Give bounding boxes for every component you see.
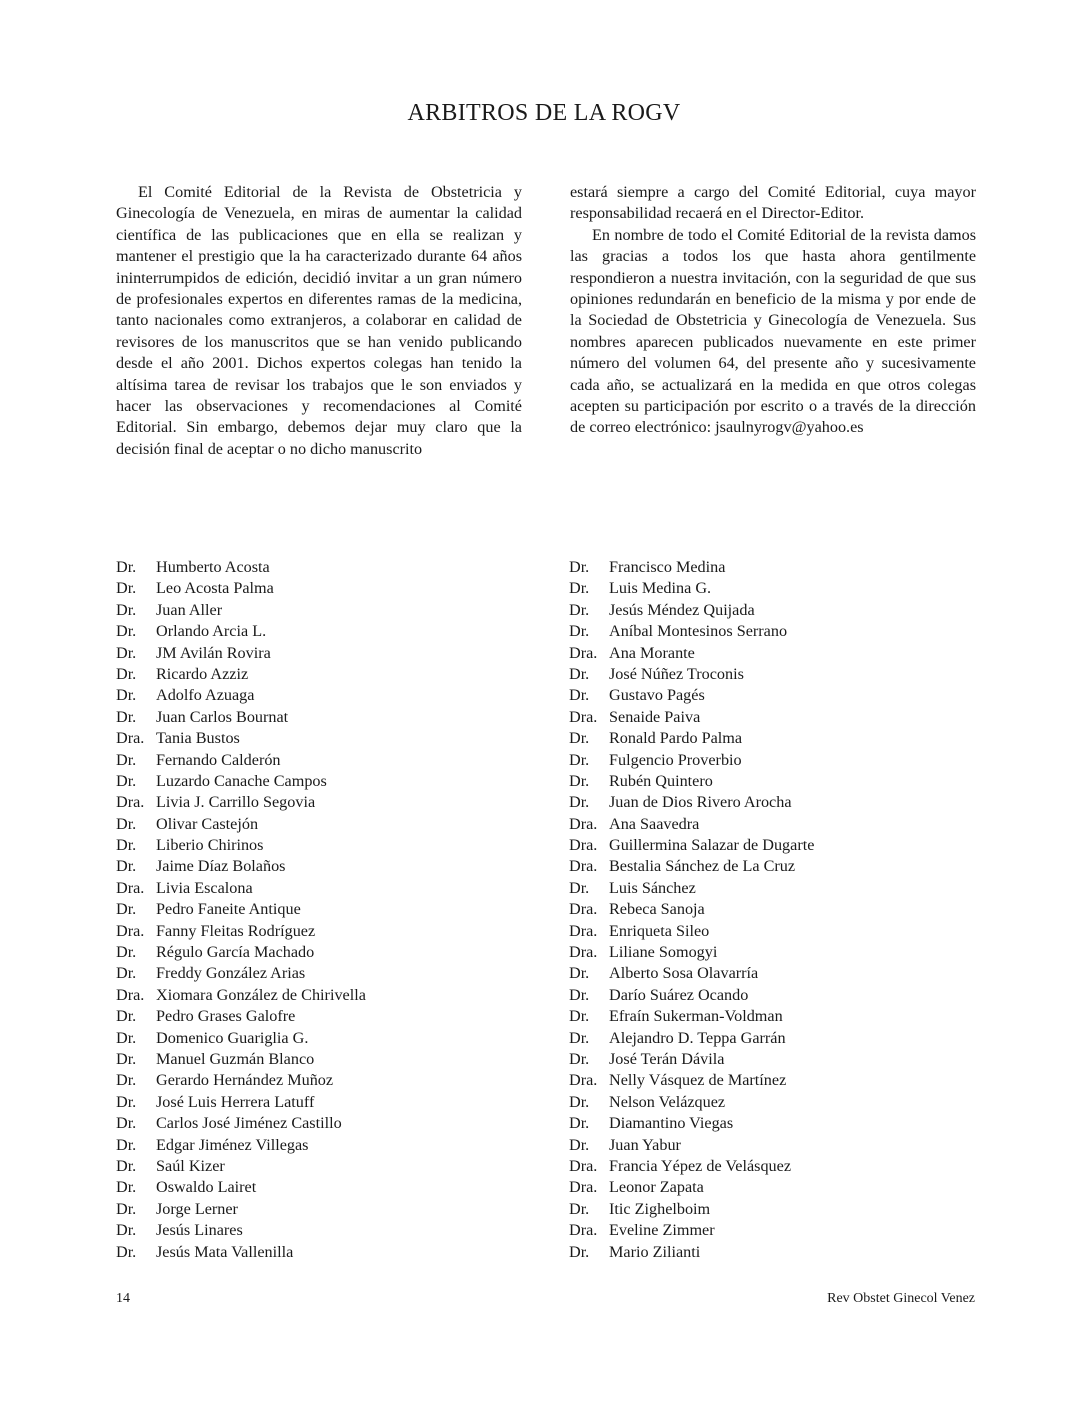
referee-item bbox=[116, 664, 366, 685]
referee-name: Ana Morante bbox=[609, 643, 695, 662]
referee-item bbox=[569, 750, 814, 771]
referee-item bbox=[116, 728, 366, 749]
referee-list-left bbox=[116, 557, 366, 1263]
referee-name: Nelly Vásquez de Martínez bbox=[609, 1071, 787, 1090]
referee-item bbox=[569, 985, 814, 1006]
referee-item bbox=[569, 1028, 814, 1049]
referee-item bbox=[116, 1006, 366, 1027]
referee-name: Senaide Paiva bbox=[609, 707, 701, 726]
referee-name: Luzardo Canache Campos bbox=[156, 771, 327, 790]
referee-name: Pedro Faneite Antique bbox=[156, 900, 301, 919]
referee-title: Dr. bbox=[116, 600, 137, 619]
referee-name: José Luis Herrera Latuff bbox=[156, 1092, 315, 1111]
referee-name: Liliane Somogyi bbox=[609, 943, 718, 962]
referee-title: Dr. bbox=[116, 664, 137, 683]
referee-item bbox=[569, 643, 814, 664]
referee-item bbox=[569, 1049, 814, 1070]
referee-item bbox=[569, 621, 814, 642]
referee-name: Fulgencio Proverbio bbox=[609, 750, 742, 769]
referee-title: Dra. bbox=[116, 985, 145, 1004]
referee-title: Dra. bbox=[569, 900, 598, 919]
referee-name: Ronald Pardo Palma bbox=[609, 729, 743, 748]
referee-name: Manuel Guzmán Blanco bbox=[156, 1049, 315, 1068]
referee-name: Rebeca Sanoja bbox=[609, 900, 705, 919]
referee-title: Dra. bbox=[569, 857, 598, 876]
referee-name: Enriqueta Sileo bbox=[609, 921, 710, 940]
referee-name: Xiomara González de Chirivella bbox=[156, 985, 366, 1004]
referee-title: Dra. bbox=[569, 943, 598, 962]
referee-title: Dr. bbox=[569, 579, 590, 598]
referee-item bbox=[569, 664, 814, 685]
referee-title: Dr. bbox=[116, 1242, 137, 1261]
referee-item bbox=[116, 856, 366, 877]
referee-name: Eveline Zimmer bbox=[609, 1221, 715, 1240]
referee-title: Dr. bbox=[569, 1049, 590, 1068]
referee-name: Juan Carlos Bournat bbox=[156, 707, 289, 726]
referee-name: Pedro Grases Galofre bbox=[156, 1007, 296, 1026]
referee-item bbox=[116, 771, 366, 792]
referee-item bbox=[569, 1092, 814, 1113]
referee-title: Dr. bbox=[569, 686, 590, 705]
referee-title: Dr. bbox=[116, 1071, 137, 1090]
referee-title: Dr. bbox=[116, 964, 137, 983]
referee-title: Dra. bbox=[569, 1156, 598, 1175]
referee-name: Gustavo Pagés bbox=[609, 686, 705, 705]
referee-name: Gerardo Hernández Muñoz bbox=[156, 1071, 334, 1090]
referee-title: Dr. bbox=[116, 814, 137, 833]
referee-name: Oswaldo Lairet bbox=[156, 1178, 257, 1197]
referee-title: Dr. bbox=[116, 1007, 137, 1026]
referee-name: Régulo García Machado bbox=[156, 943, 315, 962]
referee-item bbox=[116, 707, 366, 728]
referee-item bbox=[116, 621, 366, 642]
referee-item bbox=[116, 1199, 366, 1220]
referee-name: Adolfo Azuaga bbox=[156, 686, 255, 705]
referee-item bbox=[569, 578, 814, 599]
referee-item bbox=[116, 1070, 366, 1091]
referee-name: Bestalia Sánchez de La Cruz bbox=[609, 857, 796, 876]
referee-name: Freddy González Arias bbox=[156, 964, 306, 983]
referee-title: Dra. bbox=[569, 836, 598, 855]
referee-item bbox=[569, 963, 814, 984]
referee-title: Dr. bbox=[569, 1135, 590, 1154]
referee-title: Dr. bbox=[116, 771, 137, 790]
referee-name: Luis Sánchez bbox=[609, 878, 696, 897]
referee-name: Diamantino Viegas bbox=[609, 1114, 734, 1133]
referee-item bbox=[116, 685, 366, 706]
referee-item bbox=[116, 643, 366, 664]
referee-list-right bbox=[569, 557, 814, 1263]
referee-title: Dr. bbox=[569, 878, 590, 897]
referee-item bbox=[116, 1220, 366, 1241]
referee-name: Aníbal Montesinos Serrano bbox=[609, 622, 788, 641]
referee-name: Jorge Lerner bbox=[156, 1199, 238, 1218]
referee-item bbox=[569, 899, 814, 920]
referee-title: Dr. bbox=[116, 643, 137, 662]
referee-item bbox=[116, 1113, 366, 1134]
referee-item bbox=[116, 578, 366, 599]
referee-title: Dra. bbox=[569, 1221, 598, 1240]
referee-name: José Terán Dávila bbox=[609, 1049, 725, 1068]
referee-item bbox=[569, 856, 814, 877]
referee-name: Leonor Zapata bbox=[609, 1178, 704, 1197]
referee-item bbox=[116, 557, 366, 578]
referee-item bbox=[569, 685, 814, 706]
referee-title: Dr. bbox=[116, 558, 137, 576]
referee-name: Francisco Medina bbox=[609, 558, 726, 576]
referee-title: Dr. bbox=[569, 600, 590, 619]
referee-title: Dr. bbox=[116, 857, 137, 876]
referee-title: Dr. bbox=[116, 1178, 137, 1197]
referee-item bbox=[116, 985, 366, 1006]
referee-title: Dra. bbox=[116, 921, 145, 940]
referee-title: Dr. bbox=[569, 750, 590, 769]
referee-item bbox=[116, 963, 366, 984]
referee-name: Jesús Méndez Quijada bbox=[609, 600, 755, 619]
referee-name: Domenico Guariglia G. bbox=[156, 1028, 309, 1047]
referee-title: Dra. bbox=[116, 729, 145, 748]
referee-name: Ana Saavedra bbox=[609, 814, 700, 833]
referee-title: Dr. bbox=[569, 1199, 590, 1218]
referee-title: Dr. bbox=[116, 750, 137, 769]
referee-item bbox=[116, 814, 366, 835]
intro-paragraph: El Comité Editorial de la Revista de Obstetricia y Ginecología de Venezuela, en miras de aumentar la calidad científica de las publicaciones que en ella se realizan y mantener el prestigio que la ha caracterizado durante 64 años ininterrumpidos de edición, decidió invitar a un gran número de profesionales expertos en diferentes ramas de la medicina, tanto nacionales como extranjeros, a colaborar en calidad de revisores de los manuscritos que se han venido publicando desde el año 2001. Dichos expertos colegas han tenido la altísima tarea de revisar los trabajos que le son enviados y hacer las observaciones y recomendaciones al Comité Editorial. Sin embargo, debemos dejar muy claro que la decisión final de aceptar o no dicho manuscrito bbox=[116, 183, 522, 458]
referee-item bbox=[116, 1028, 366, 1049]
referee-title: Dr. bbox=[569, 1007, 590, 1026]
referee-title: Dr. bbox=[569, 622, 590, 641]
referee-name: Liberio Chirinos bbox=[156, 836, 264, 855]
referee-item bbox=[116, 899, 366, 920]
referee-name: Juan de Dios Rivero Arocha bbox=[609, 793, 792, 812]
referee-title: Dr. bbox=[116, 1135, 137, 1154]
referee-item bbox=[116, 878, 366, 899]
intro-column-right bbox=[570, 182, 976, 460]
referee-item bbox=[116, 1135, 366, 1156]
referee-name: Juan Yabur bbox=[609, 1135, 681, 1154]
referee-name: JM Avilán Rovira bbox=[156, 643, 271, 662]
referee-item bbox=[116, 1049, 366, 1070]
referee-title: Dr. bbox=[116, 1114, 137, 1133]
referee-name: Fernando Calderón bbox=[156, 750, 281, 769]
referee-name: Jesús Linares bbox=[156, 1221, 243, 1240]
journal-name: Rev Obstet Ginecol Venez bbox=[827, 1291, 975, 1306]
intro-paragraph-continued: estará siempre a cargo del Comité Editorial, cuya mayor responsabilidad recaerá en el Director-Editor. bbox=[570, 183, 976, 223]
referee-name: Edgar Jiménez Villegas bbox=[156, 1135, 309, 1154]
referee-title: Dr. bbox=[569, 558, 590, 576]
referee-title: Dr. bbox=[569, 1028, 590, 1047]
intro-paragraph: En nombre de todo el Comité Editorial de la revista damos las gracias a todos los que hasta ahora gentilmente respondieron a nuestra invitación, con la seguridad de que sus opiniones redundarán en beneficio de la misma y por ende de la Sociedad de Obstetricia y Ginecología de Venezuela. Sus nombres aparecen publicados nuevamente en este primer número del volumen 64, del presente año y sucesivamente cada año, se actualizará en la medida en que otros colegas acepten su participación por escrito o a través de la dirección de correo electrónico: jsaulnyrogv@yahoo.es bbox=[570, 225, 976, 437]
referee-title: Dr. bbox=[116, 686, 137, 705]
referee-item bbox=[569, 1220, 814, 1241]
referee-item bbox=[569, 728, 814, 749]
referee-item bbox=[116, 1242, 366, 1263]
referee-item bbox=[569, 878, 814, 899]
referee-title: Dr. bbox=[116, 1049, 137, 1068]
referee-title: Dr. bbox=[116, 1199, 137, 1218]
referee-name: Livia Escalona bbox=[156, 878, 253, 897]
referee-item bbox=[569, 1177, 814, 1198]
referee-name: Luis Medina G. bbox=[609, 579, 712, 598]
referee-title: Dra. bbox=[569, 921, 598, 940]
referee-title: Dr. bbox=[116, 900, 137, 919]
referee-item bbox=[116, 792, 366, 813]
referee-name: Leo Acosta Palma bbox=[156, 579, 274, 598]
referee-name: Rubén Quintero bbox=[609, 771, 713, 790]
referee-title: Dr. bbox=[116, 1156, 137, 1175]
referee-item bbox=[569, 600, 814, 621]
referee-item bbox=[116, 942, 366, 963]
referee-item bbox=[569, 921, 814, 942]
referee-title: Dr. bbox=[116, 1028, 137, 1047]
referee-name: Ricardo Azziz bbox=[156, 664, 249, 683]
referee-name: Mario Zilianti bbox=[609, 1242, 701, 1261]
referee-title: Dr. bbox=[569, 964, 590, 983]
referee-item bbox=[116, 750, 366, 771]
referee-title: Dr. bbox=[569, 985, 590, 1004]
referee-title: Dr. bbox=[116, 1221, 137, 1240]
referee-title: Dr. bbox=[569, 771, 590, 790]
referee-title: Dra. bbox=[569, 1071, 598, 1090]
referee-name: Olivar Castejón bbox=[156, 814, 259, 833]
referee-name: Carlos José Jiménez Castillo bbox=[156, 1114, 342, 1133]
page-number: 14 bbox=[116, 1291, 130, 1306]
referee-item bbox=[569, 835, 814, 856]
referee-name: Livia J. Carrillo Segovia bbox=[156, 793, 316, 812]
referee-title: Dr. bbox=[116, 579, 137, 598]
referee-title: Dr. bbox=[116, 622, 137, 641]
referee-name: Tania Bustos bbox=[156, 729, 240, 748]
referee-item bbox=[569, 942, 814, 963]
referee-title: Dr. bbox=[116, 707, 137, 726]
referee-name: Francia Yépez de Velásquez bbox=[609, 1156, 792, 1175]
referee-item bbox=[569, 1135, 814, 1156]
referee-item bbox=[569, 814, 814, 835]
referee-title: Dra. bbox=[569, 707, 598, 726]
referee-title: Dr. bbox=[569, 1092, 590, 1111]
referee-item bbox=[569, 792, 814, 813]
referee-item bbox=[116, 1092, 366, 1113]
referee-item bbox=[116, 600, 366, 621]
referee-title: Dra. bbox=[116, 878, 145, 897]
referee-name: Jaime Díaz Bolaños bbox=[156, 857, 286, 876]
referee-title: Dra. bbox=[569, 814, 598, 833]
referee-name: Humberto Acosta bbox=[156, 558, 270, 576]
referee-item bbox=[116, 1156, 366, 1177]
referee-name: Guillermina Salazar de Dugarte bbox=[609, 836, 815, 855]
referee-title: Dr. bbox=[569, 729, 590, 748]
referee-title: Dr. bbox=[116, 1092, 137, 1111]
referee-title: Dra. bbox=[116, 793, 145, 812]
referee-item bbox=[569, 1006, 814, 1027]
referee-item bbox=[116, 835, 366, 856]
referee-item bbox=[569, 557, 814, 578]
referee-name: José Núñez Troconis bbox=[609, 664, 744, 683]
page-title: ARBITROS DE LA ROGV bbox=[407, 100, 681, 126]
referee-title: Dra. bbox=[569, 1178, 598, 1197]
referee-name: Orlando Arcia L. bbox=[156, 622, 267, 641]
intro-text bbox=[116, 182, 976, 460]
referee-title: Dr. bbox=[569, 1242, 590, 1261]
referee-item bbox=[116, 921, 366, 942]
referee-name: Darío Suárez Ocando bbox=[609, 985, 749, 1004]
referee-title: Dr. bbox=[116, 943, 137, 962]
referee-title: Dr. bbox=[569, 1114, 590, 1133]
referee-name: Itic Zighelboim bbox=[609, 1199, 711, 1218]
referee-name: Efraín Sukerman-Voldman bbox=[609, 1007, 783, 1026]
referee-item bbox=[569, 707, 814, 728]
referee-item bbox=[116, 1177, 366, 1198]
referee-title: Dra. bbox=[569, 643, 598, 662]
referee-item bbox=[569, 771, 814, 792]
referee-name: Fanny Fleitas Rodríguez bbox=[156, 921, 316, 940]
intro-column-left bbox=[116, 182, 522, 460]
referee-item bbox=[569, 1070, 814, 1091]
referee-item bbox=[569, 1156, 814, 1177]
referee-name: Jesús Mata Vallenilla bbox=[156, 1242, 294, 1261]
referee-name: Alejandro D. Teppa Garrán bbox=[609, 1028, 786, 1047]
referee-item bbox=[569, 1113, 814, 1134]
referee-name: Alberto Sosa Olavarría bbox=[609, 964, 759, 983]
referee-name: Nelson Velázquez bbox=[609, 1092, 726, 1111]
referee-title: Dr. bbox=[569, 664, 590, 683]
referee-name: Saúl Kizer bbox=[156, 1156, 225, 1175]
referee-item bbox=[569, 1199, 814, 1220]
referee-title: Dr. bbox=[116, 836, 137, 855]
referee-name: Juan Aller bbox=[156, 600, 223, 619]
referee-title: Dr. bbox=[569, 793, 590, 812]
referee-item bbox=[569, 1242, 814, 1263]
